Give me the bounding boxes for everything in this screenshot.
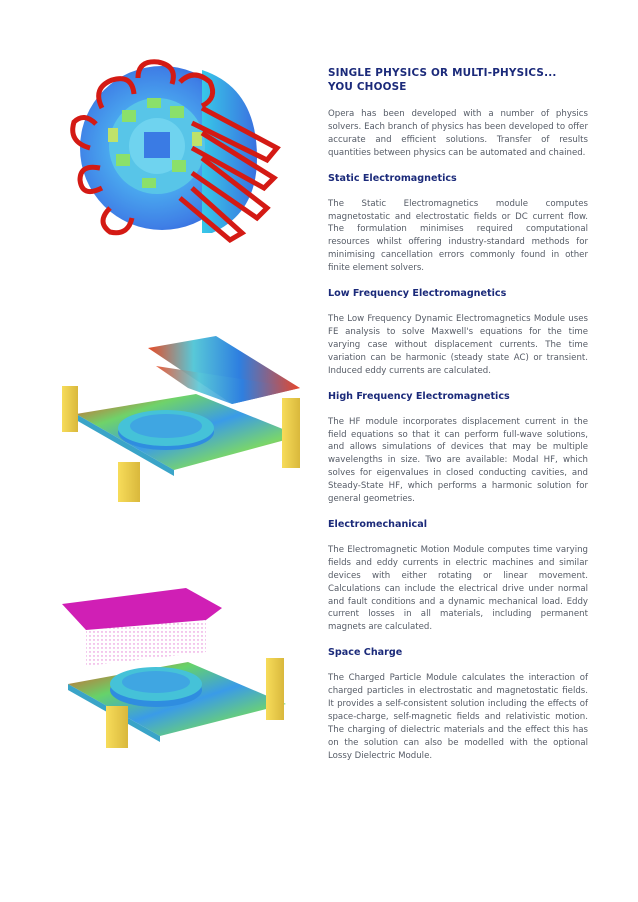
- section-heading-low-frequency: Low Frequency Electromagnetics: [328, 288, 507, 300]
- plates-field-simulation-image: [56, 336, 306, 504]
- section-heading-space-charge: Space Charge: [328, 647, 403, 659]
- section-body-static: The Static Electromagnetics module computes magnetostatic and electrostatic fields or DC current flow. The formulation minimises required computational resources whilst offering industry-standard methods for minimising cancellation errors commonly found in other finite element solvers.: [328, 198, 588, 274]
- section-body-low-frequency: The Low Frequency Dynamic Electromagnetics Module uses FE analysis to solve Maxwell's equations for the time varying case without displacement currents. The time variation can be harmonic (steady state AC) or transient. Induced eddy currents are calculated.: [328, 314, 588, 376]
- page-title-line2: YOU CHOOSE: [328, 81, 407, 93]
- intro-paragraph: Opera has been developed with a number of physics solvers. Each branch of physics has been developed to offer accurate and efficient solutions. Transfer of results quantities between physics can be automated and chained.: [328, 109, 588, 158]
- section-heading-electromechanical: Electromechanical: [328, 518, 428, 530]
- section-heading-high-frequency: High Frequency Electromagnetics: [328, 390, 510, 402]
- page-title-line1: SINGLE PHYSICS OR MULTI-PHYSICS...: [328, 67, 557, 79]
- section-body-electromechanical: The Electromagnetic Motion Module computes time varying fields and eddy currents in electric machines and similar devices with either rotating or linear movement. Calculations can include the electrical drive under normal and fault conditions and a dynamic mechanical load. Eddy current losses in all materials, including permanent magnets are calculated.: [328, 544, 588, 633]
- motor-field-simulation-image: [52, 48, 292, 248]
- section-heading-static: Static Electromagnetics: [328, 172, 457, 184]
- text-column: [328, 66, 588, 763]
- section-body-space-charge: The Charged Particle Module calculates the interaction of charged particles in electrostatic and magnetostatic fields. It provides a self-consistent solution including the effects of space-charge, self-magnetic fields and relativistic motion. The charging of dielectric materials and the effect this has on the solution can also be modelled with the optional Lossy Dielectric Module.: [328, 673, 588, 761]
- section-body-high-frequency: The HF module incorporates displacement current in the field equations so that it can perform full-wave solutions, and allows simulations of devices that may be multiple wavelengths in size. Two are available: Modal HF, which solves for eigenvalues in closed conducting cavities, and Steady-State HF, which performs a harmonic solution for general geometries.: [328, 416, 588, 505]
- space-charge-simulation-image: [56, 586, 292, 750]
- page-title: [328, 66, 588, 94]
